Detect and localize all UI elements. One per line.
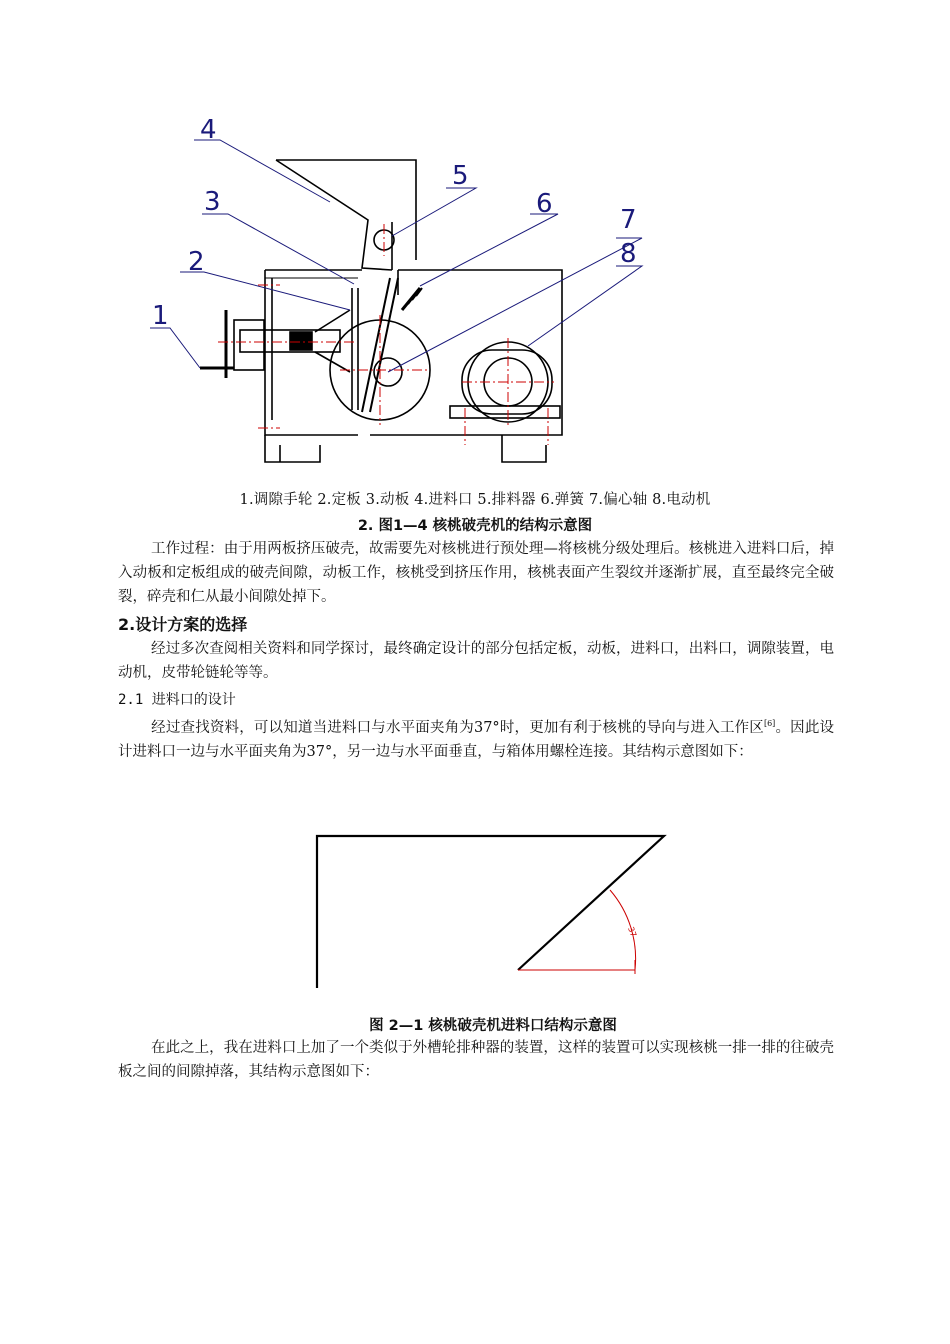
angle-label: 37 <box>626 925 639 939</box>
walnut-cracker-structure-diagram <box>130 110 670 470</box>
callout-1: 1 <box>152 301 169 331</box>
paragraph-inlet-design: 经过查找资料，可以知道当进料口与水平面夹角为37°时，更加有利于核桃的导向与进入工作区[6]。因此设计进料口一边与水平面夹角为37°，另一边与水平面垂直，与箱体用螺栓连接。其结构示意图如下： <box>118 719 835 760</box>
figure1-caption: 2. 图1—4 核桃破壳机的结构示意图 <box>357 518 593 534</box>
citation-ref: [6] <box>763 719 776 728</box>
section-2-heading: 2.设计方案的选择 <box>118 615 248 634</box>
callout-3: 3 <box>204 187 221 217</box>
paragraph-discharger: 在此之上，我在进料口上加了一个类似于外槽轮排种器的装置，这样的装置可以实现核桃一排一排的往破壳板之间的间隙掉落，其结构示意图如下： <box>118 1040 834 1080</box>
figure1-legend: 1.调隙手轮 2.定板 3.动板 4.进料口 5.排料器 6.弹簧 7.偏心轴 8.电动机 <box>239 492 711 508</box>
callout-2: 2 <box>188 247 205 277</box>
callout-6: 6 <box>536 189 553 219</box>
paragraph-design-parts: 经过多次查阅相关资料和同学探讨，最终确定设计的部分包括定板，动板，进料口，出料口，调隙装置，电动机，皮带轮链轮等等。 <box>118 641 834 681</box>
callout-8: 8 <box>620 239 637 269</box>
paragraph-working-process: 工作过程：由于用两板挤压破壳，故需要先对核桃进行预处理—将核桃分级处理后。核桃进入进料口后，掉入动板和定板组成的破壳间隙，动板工作，核桃受到挤压作用，核桃表面产生裂纹并逐渐扩展，直至最终完全破裂，碎壳和仁从最小间隙处掉下。 <box>118 541 834 605</box>
section-2-1-heading: 2.1 进料口的设计 <box>118 692 236 708</box>
figure2-caption: 图 2—1 核桃破壳机进料口结构示意图 <box>369 1018 617 1034</box>
callout-5: 5 <box>452 161 469 191</box>
callout-4: 4 <box>200 115 217 145</box>
callout-7: 7 <box>620 205 637 235</box>
inlet-structure-diagram <box>310 828 670 990</box>
